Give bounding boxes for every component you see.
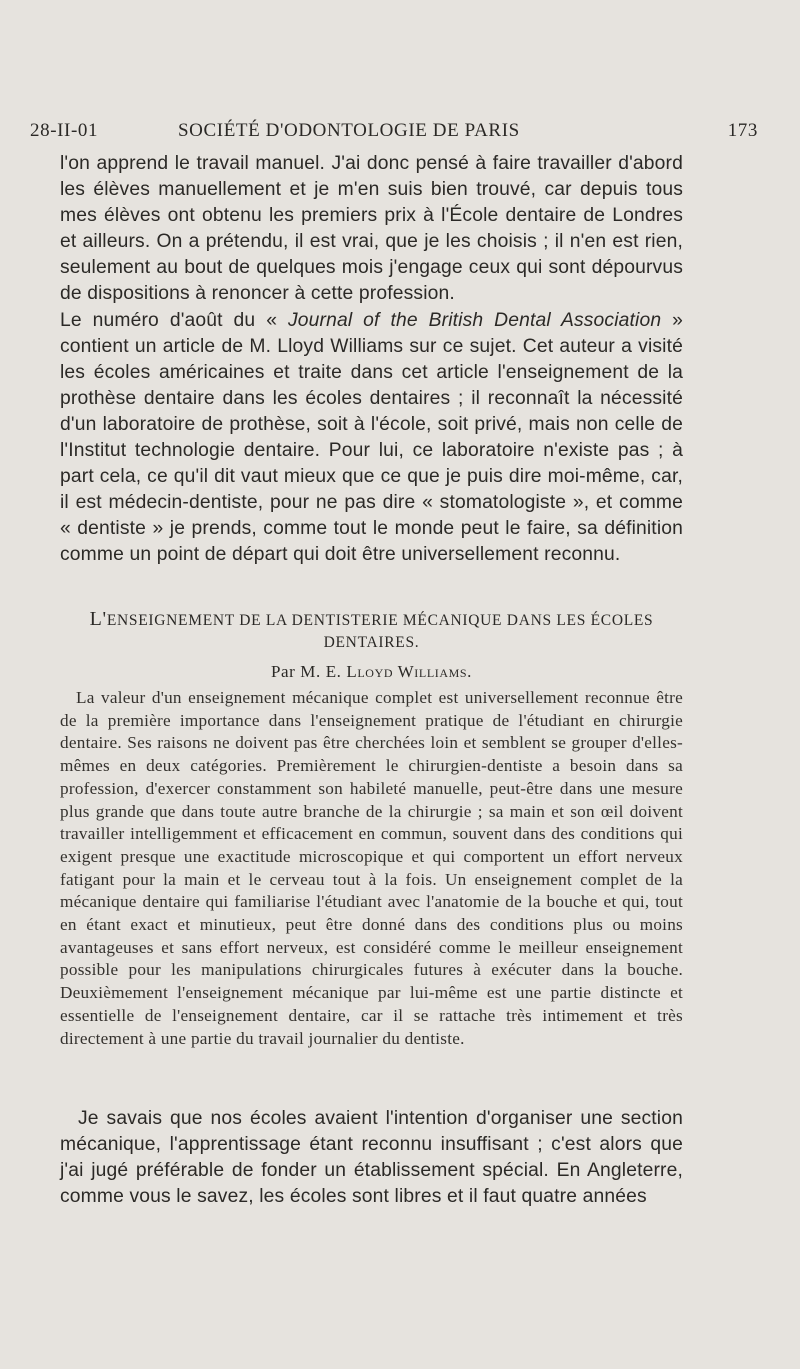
paragraph-continuation: l'on apprend le travail manuel. J'ai donc pensé à faire travailler d'abord les élèves manuellement et je m'en suis bien trouvé, car depuis tous mes élèves ont obtenu les premiers prix à l'École dentaire de Londres et ailleurs. On a prétendu, il est vrai, que je les choisis ; il n'en est rien, seulement au bout de quelques mois j'engage ceux qui sont dépourvus de dispositions à renoncer à cette profession. [60,153,683,305]
quoted-article-text [60,687,683,1050]
article-title-rest: ENSEIGNEMENT DE LA DENTISTERIE MÉCANIQUE DANS LES ÉCOLES DENTAIRES. [106,612,654,651]
byline-suffix: . [467,662,473,681]
closing-text [60,1106,683,1210]
header-date: 28-II-01 [30,120,99,141]
header-journal-title: SOCIÉTÉ D'ODONTOLOGIE DE PARIS [178,120,520,141]
article-heading [60,608,683,682]
paragraph-text-before: Le numéro d'août du « [60,309,288,331]
running-header [30,120,758,146]
quoted-paragraph: La valeur d'un enseignement mécanique complet est universellement reconnue être de la première importance dans l'enseignement pratique de l'étudiant en chirurgie dentaire. Ses raisons ne doivent pas être cherchées loin et semblent se grouper d'elles-mêmes en deux catégories. Premièrement le chirurgien-dentiste a besoin dans sa profession, d'exercer constamment son habileté manuelle, peut-être dans une mesure plus grande que dans toute autre branche de la chirurgie ; sa main et son œil doivent travailler intelligemment et efficacement en commun, souvent dans des conditions qui exigent presque une exactitude microscopique et qui comportent un effort nerveux fatigant pour la main et le cerveau tout à la fois. Un enseignement complet de la mécanique dentaire qui familiarise l'étudiant avec l'anatomie de la bouche et qui, tout en étant exact et minutieux, peut être donné dans des conditions plus ou moins avantageuses et sans effort nerveux, est considéré comme le meilleur enseignement possible pour les manipulations chirurgicales futures à exécuter dans la bouche. Deuxièmement l'enseignement mécanique par lui-même est une partie distincte et essentielle de l'enseignement dentaire, car il se rattache très intimement et très directement à une partie du travail journalier du dentiste. [60,688,683,1048]
article-title-initial: L' [89,608,107,630]
closing-paragraph: Je savais que nos écoles avaient l'intention d'organiser une section mécanique, l'apprentissage étant reconnu insuffisant ; c'est alors que j'ai jugé préférable de fonder un établissement spécial. En Angleterre, comme vous le savez, les écoles sont libres et il faut quatre années [60,1108,683,1208]
paragraph-journal-reference [60,308,683,569]
page-number: 173 [727,120,758,141]
article-title [60,608,683,654]
byline-author: Lloyd Williams [346,662,468,681]
journal-title-italic: Journal of the British Dental Association [287,309,662,331]
body-text [60,151,683,569]
article-byline [60,662,683,682]
byline-prefix: Par M. E. [270,662,347,681]
paragraph-text-after: » contient un article de M. Lloyd Williams sur ce sujet. Cet auteur a visité les écoles américaines et traite dans cet article l'enseignement de la prothèse dentaire dans les écoles dentaires ; il reconnaît la nécessité d'un laboratoire de prothèse, soit à l'école, soit privé, mais non celle de l'Institut technologie dentaire. Pour lui, ce laboratoire n'existe pas ; à part cela, ce qu'il dit vaut mieux que ce que je puis dire moi-même, car, il est médecin-dentiste, pour ne pas dire « stomatologiste », et comme « dentiste » je prends, comme tout le monde peut le faire, sa définition comme un point de départ qui doit être universellement reconnu. [60,309,683,566]
